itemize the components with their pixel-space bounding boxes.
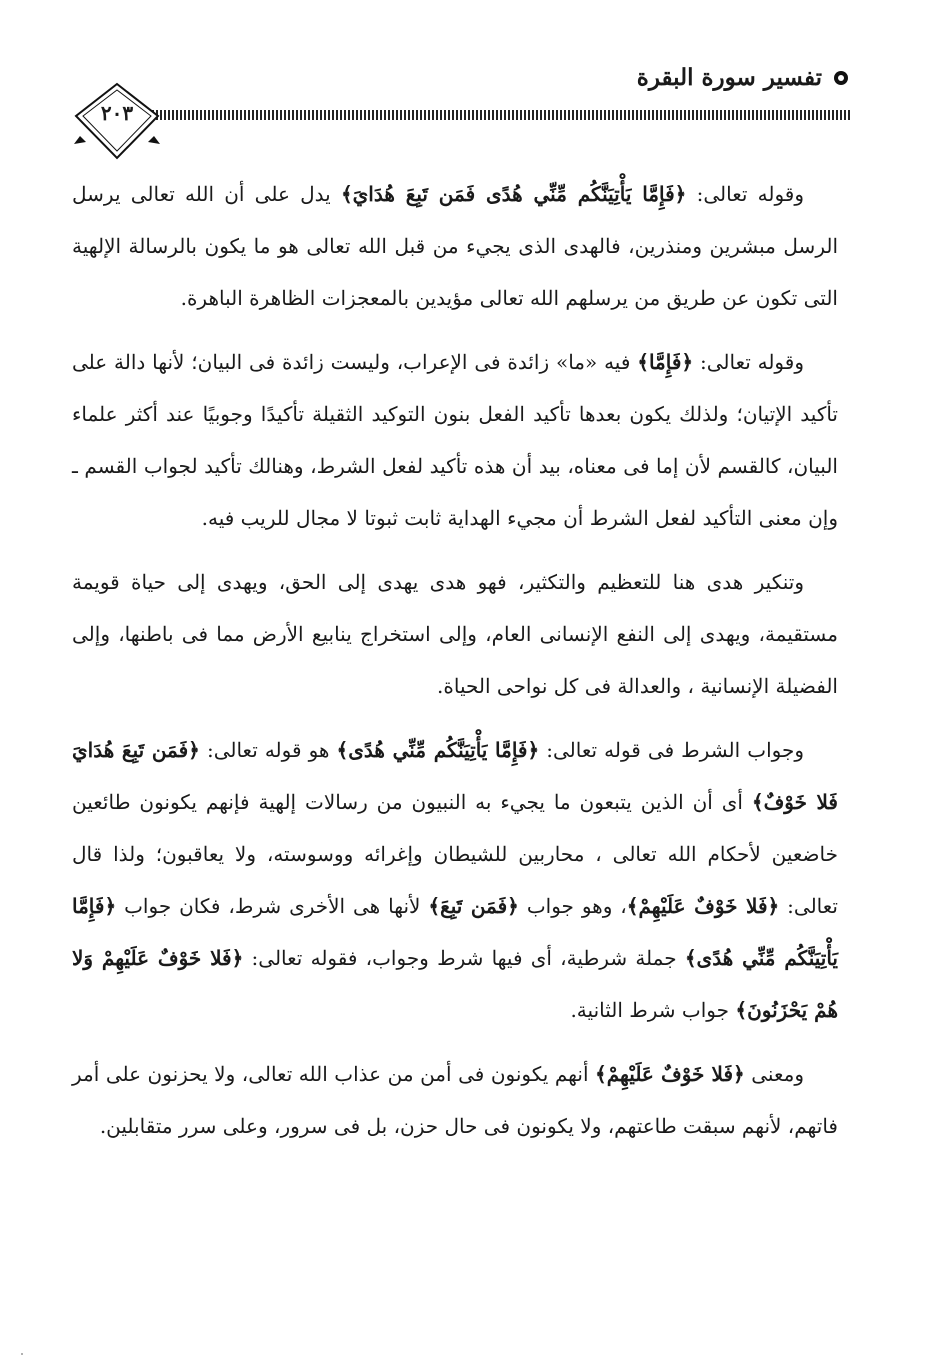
paragraph-text: ، وهو جواب [518, 894, 627, 918]
paragraph-text: لأنها هى الأخرى شرط، فكان جواب [116, 894, 429, 918]
paragraph-text: أى أن الذين يتبعون ما يجيء به النبيون من رسالات إلهية فإنهم يكونون طائعين خاضعين لأحكام الله تعالى ، محاربين للشيطان وإغرائه ووسوسته، ولا يعاقبون؛ ولذا قال تعالى: [72, 790, 838, 918]
ornament-icon [832, 69, 850, 87]
paragraph [72, 1048, 838, 1152]
page-header [60, 58, 850, 158]
quran-verse: ﴿فَإِمَّا﴾ [637, 350, 694, 374]
paragraph [72, 556, 838, 712]
paragraph-text: وقوله تعالى: [693, 350, 804, 374]
paragraph [72, 336, 838, 544]
paragraph-text: وقوله تعالى: [686, 182, 804, 206]
paragraph-text: أنهم يكونون فى أمن من عذاب الله تعالى، ولا يحزنون على أمر فاتهم، لأنهم سبقت طاعتهم، ولا يكونون فى حال حزن، بل فى سرور، وعلى سرر متقابلين. [72, 1062, 838, 1138]
paragraph-text: جواب شرط الثانية. [570, 998, 736, 1022]
scan-speck [18, 1350, 26, 1358]
quran-verse: ﴿فَلا خَوْفٌ عَلَيْهِمْ﴾ [626, 894, 780, 918]
quran-verse: ﴿فَمَن تَبِعَ﴾ [428, 894, 519, 918]
paragraph-text: ومعنى [744, 1062, 804, 1086]
page-number-badge [72, 80, 162, 160]
paragraph-text: فيه «ما» زائدة فى الإعراب، وليست زائدة فى البيان؛ لأنها دالة على تأكيد الإتيان؛ ولذلك يكون بعدها تأكيد الفعل بنون التوكيد الثقيلة تأكيدًا وجوبيًا عند أكثر علماء البيان، كالقسم لأن إما فى معناه، بيد أن هذه تأكيد لفعل الشرط، وهنالك تأكيد لجواب القسم ـ وإن معنى التأكيد لفعل الشرط أن مجيء الهداية ثابت ثبوتا لا مجال للريب فيه. [72, 350, 838, 530]
quran-verse: ﴿فَإِمَّا يَأْتِيَنَّكُم مِّنِّي هُدًى﴾ [72, 894, 838, 970]
paragraph-text: وجواب الشرط فى قوله تعالى: [539, 738, 805, 762]
paragraph [72, 724, 838, 1036]
quran-verse: ﴿فَمَن تَبِعَ هُدَايَ فَلا خَوْفٌ﴾ [72, 738, 838, 814]
paragraph-text: يدل على أن الله تعالى يرسل الرسل مبشرين ومنذرين، فالهدى الذى يجيء من قبل الله تعالى هو ما يكون بالرسالة الإلهية التى تكون عن طريق من يرسلهم الله تعالى مؤيدين بالمعجزات الظاهرة الباهرة. [72, 182, 838, 310]
quran-verse: ﴿فَلا خَوْفٌ عَلَيْهِمْ وَلا هُمْ يَحْزَنُونَ﴾ [72, 946, 838, 1022]
page-body [72, 168, 838, 1164]
quran-verse: ﴿فَإِمَّا يَأْتِيَنَّكُم مِّنِّي هُدًى فَمَن تَبِعَ هُدَايَ﴾ [340, 182, 687, 206]
paragraph [72, 168, 838, 324]
running-title-text: تفسير سورة البقرة [636, 64, 822, 91]
quran-verse: ﴿فَلا خَوْفٌ عَلَيْهِمْ﴾ [595, 1062, 745, 1086]
running-title [637, 64, 850, 91]
paragraph-text: جملة شرطية، أى فيها شرط وجواب، فقوله تعالى: [243, 946, 685, 970]
paragraph-text: هو قوله تعالى: [199, 738, 337, 762]
header-rule [148, 110, 850, 120]
paragraph-text: وتنكير هدى هنا للتعظيم والتكثير، فهو هدى يهدى إلى الحق، ويهدى إلى حياة قويمة مستقيمة، ويهدى إلى النفع الإنسانى العام، وإلى استخراج ينابيع الأرض مما فى باطنها، وإلى الفضيلة الإنسانية ، والعدالة فى كل نواحى الحياة. [72, 570, 838, 698]
page-number: ٢٠٣ [100, 101, 134, 125]
quran-verse: ﴿فَإِمَّا يَأْتِيَنَّكُم مِّنِّي هُدًى﴾ [336, 738, 540, 762]
